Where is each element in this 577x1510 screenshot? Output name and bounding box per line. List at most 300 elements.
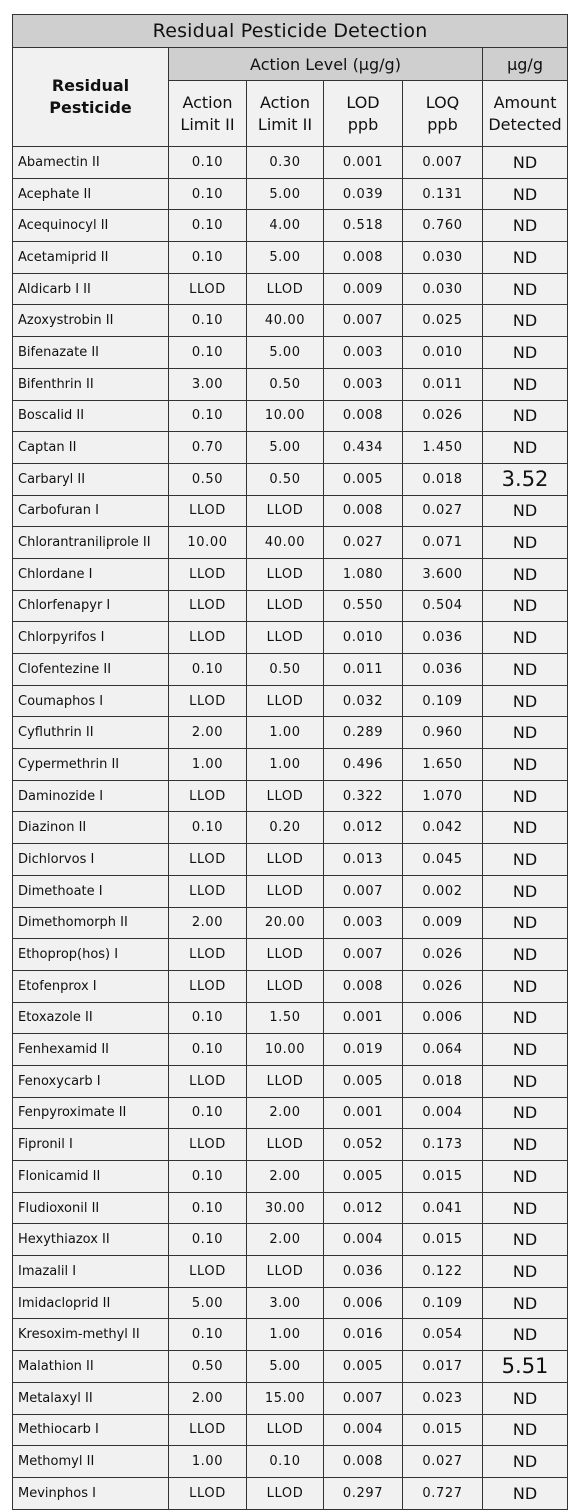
action-limit-2-cell: LLOD bbox=[247, 1129, 324, 1161]
action-limit-2-cell: 0.20 bbox=[247, 812, 324, 844]
action-limit-1-cell: LLOD bbox=[169, 1256, 247, 1288]
amount-detected-cell: ND bbox=[483, 1192, 568, 1224]
action-limit-2-cell: 10.00 bbox=[247, 1034, 324, 1066]
col-header-amount bbox=[483, 81, 568, 147]
pesticide-name-cell: Mevinphos I bbox=[13, 1477, 169, 1509]
action-limit-1-cell: LLOD bbox=[169, 273, 247, 305]
action-limit-2-cell: LLOD bbox=[247, 875, 324, 907]
table-row bbox=[13, 1224, 568, 1256]
pesticide-name-cell: Carbaryl II bbox=[13, 463, 169, 495]
lod-cell: 0.027 bbox=[324, 527, 403, 559]
table-row bbox=[13, 1065, 568, 1097]
action-limit-2-cell: 15.00 bbox=[247, 1382, 324, 1414]
lod-cell: 0.012 bbox=[324, 812, 403, 844]
pesticide-name-cell: Imidacloprid II bbox=[13, 1287, 169, 1319]
lod-cell: 0.003 bbox=[324, 368, 403, 400]
loq-cell: 0.122 bbox=[403, 1256, 483, 1288]
pesticide-name-cell: Hexythiazox II bbox=[13, 1224, 169, 1256]
table-row bbox=[13, 1287, 568, 1319]
loq-cell: 0.036 bbox=[403, 654, 483, 686]
action-limit-2-cell: 2.00 bbox=[247, 1097, 324, 1129]
amount-detected-cell: ND bbox=[483, 210, 568, 242]
action-limit-2-cell: 3.00 bbox=[247, 1287, 324, 1319]
action-limit-2-cell: 4.00 bbox=[247, 210, 324, 242]
lod-cell: 0.011 bbox=[324, 654, 403, 686]
amount-detected-cell: ND bbox=[483, 1414, 568, 1446]
table-row bbox=[13, 337, 568, 369]
pesticide-name-cell: Dichlorvos I bbox=[13, 844, 169, 876]
pesticide-name-cell: Dimethomorph II bbox=[13, 907, 169, 939]
amount-detected-cell: ND bbox=[483, 178, 568, 210]
action-limit-2-cell: LLOD bbox=[247, 1065, 324, 1097]
amount-detected-cell: ND bbox=[483, 1002, 568, 1034]
group-header-units: µg/g bbox=[483, 48, 568, 81]
action-limit-2-cell: 10.00 bbox=[247, 400, 324, 432]
amount-detected-cell: ND bbox=[483, 1477, 568, 1509]
action-limit-1-cell: 2.00 bbox=[169, 907, 247, 939]
pesticide-name-cell: Chlordane I bbox=[13, 558, 169, 590]
lod-cell: 0.289 bbox=[324, 717, 403, 749]
amount-detected-cell: ND bbox=[483, 305, 568, 337]
loq-cell: 0.015 bbox=[403, 1414, 483, 1446]
lod-cell: 0.013 bbox=[324, 844, 403, 876]
pesticide-name-cell: Methomyl II bbox=[13, 1446, 169, 1478]
amount-detected-cell: ND bbox=[483, 527, 568, 559]
pesticide-name-cell: Fludioxonil II bbox=[13, 1192, 169, 1224]
table-row bbox=[13, 1161, 568, 1193]
action-limit-1-cell: LLOD bbox=[169, 1414, 247, 1446]
action-limit-2-cell: 1.00 bbox=[247, 749, 324, 781]
amount-detected-cell: ND bbox=[483, 844, 568, 876]
amount-detected-cell: ND bbox=[483, 1382, 568, 1414]
lod-cell: 0.005 bbox=[324, 1065, 403, 1097]
action-limit-1-cell: 0.10 bbox=[169, 1319, 247, 1351]
pesticide-name-cell: Chlorfenapyr I bbox=[13, 590, 169, 622]
lod-cell: 0.518 bbox=[324, 210, 403, 242]
loq-cell: 0.173 bbox=[403, 1129, 483, 1161]
table-row bbox=[13, 210, 568, 242]
loq-cell: 0.030 bbox=[403, 273, 483, 305]
action-limit-2-cell: 1.00 bbox=[247, 1319, 324, 1351]
loq-cell: 0.131 bbox=[403, 178, 483, 210]
table-row bbox=[13, 432, 568, 464]
loq-cell: 3.600 bbox=[403, 558, 483, 590]
action-limit-2-cell: 20.00 bbox=[247, 907, 324, 939]
amount-detected-cell: ND bbox=[483, 1446, 568, 1478]
amount-detected-cell: ND bbox=[483, 1065, 568, 1097]
pesticide-name-cell: Carbofuran I bbox=[13, 495, 169, 527]
pesticide-name-cell: Captan II bbox=[13, 432, 169, 464]
amount-detected-cell: ND bbox=[483, 1034, 568, 1066]
col-label: Amount Detected bbox=[488, 92, 562, 134]
action-limit-1-cell: LLOD bbox=[169, 875, 247, 907]
lod-cell: 0.004 bbox=[324, 1414, 403, 1446]
table-row bbox=[13, 147, 568, 179]
loq-cell: 0.045 bbox=[403, 844, 483, 876]
loq-cell: 0.015 bbox=[403, 1161, 483, 1193]
loq-cell: 0.042 bbox=[403, 812, 483, 844]
pesticide-name-cell: Clofentezine II bbox=[13, 654, 169, 686]
amount-detected-cell: ND bbox=[483, 1319, 568, 1351]
lod-cell: 0.007 bbox=[324, 939, 403, 971]
lod-cell: 0.005 bbox=[324, 463, 403, 495]
table-row bbox=[13, 1192, 568, 1224]
amount-detected-cell: ND bbox=[483, 717, 568, 749]
pesticide-name-cell: Bifenthrin II bbox=[13, 368, 169, 400]
table-row bbox=[13, 749, 568, 781]
action-limit-1-cell: LLOD bbox=[169, 939, 247, 971]
action-limit-2-cell: 5.00 bbox=[247, 242, 324, 274]
action-limit-2-cell: 1.00 bbox=[247, 717, 324, 749]
loq-cell: 0.109 bbox=[403, 1287, 483, 1319]
action-limit-2-cell: 0.30 bbox=[247, 147, 324, 179]
table-row bbox=[13, 1477, 568, 1509]
action-limit-1-cell: 1.00 bbox=[169, 1446, 247, 1478]
action-limit-1-cell: 0.10 bbox=[169, 1192, 247, 1224]
action-limit-1-cell: LLOD bbox=[169, 844, 247, 876]
pesticide-table bbox=[12, 14, 568, 1510]
amount-detected-cell: ND bbox=[483, 907, 568, 939]
table-row bbox=[13, 685, 568, 717]
amount-detected-cell: ND bbox=[483, 1256, 568, 1288]
action-limit-1-cell: 0.10 bbox=[169, 400, 247, 432]
amount-detected-cell: ND bbox=[483, 590, 568, 622]
lod-cell: 0.010 bbox=[324, 622, 403, 654]
action-limit-2-cell: LLOD bbox=[247, 1477, 324, 1509]
table-row bbox=[13, 178, 568, 210]
table-row bbox=[13, 1002, 568, 1034]
loq-cell: 0.002 bbox=[403, 875, 483, 907]
lod-cell: 0.005 bbox=[324, 1351, 403, 1383]
action-limit-2-cell: LLOD bbox=[247, 780, 324, 812]
table-row bbox=[13, 1034, 568, 1066]
table-row bbox=[13, 1446, 568, 1478]
pesticide-name-cell: Fenhexamid II bbox=[13, 1034, 169, 1066]
loq-cell: 0.010 bbox=[403, 337, 483, 369]
loq-cell: 0.030 bbox=[403, 242, 483, 274]
table-row bbox=[13, 1382, 568, 1414]
table-row bbox=[13, 590, 568, 622]
amount-detected-cell: 3.52 bbox=[483, 463, 568, 495]
action-limit-1-cell: 0.10 bbox=[169, 305, 247, 337]
pesticide-name-cell: Etofenprox I bbox=[13, 970, 169, 1002]
action-limit-1-cell: LLOD bbox=[169, 1477, 247, 1509]
action-limit-1-cell: LLOD bbox=[169, 970, 247, 1002]
amount-detected-cell: ND bbox=[483, 654, 568, 686]
amount-detected-cell: ND bbox=[483, 685, 568, 717]
pesticide-name-cell: Acequinocyl II bbox=[13, 210, 169, 242]
pesticide-name-cell: Acephate II bbox=[13, 178, 169, 210]
amount-detected-cell: ND bbox=[483, 432, 568, 464]
action-limit-1-cell: 5.00 bbox=[169, 1287, 247, 1319]
amount-detected-cell: ND bbox=[483, 1129, 568, 1161]
pesticide-name-cell: Fipronil I bbox=[13, 1129, 169, 1161]
loq-cell: 0.017 bbox=[403, 1351, 483, 1383]
pesticide-name-cell: Bifenazate II bbox=[13, 337, 169, 369]
lod-cell: 0.009 bbox=[324, 273, 403, 305]
action-limit-2-cell: 40.00 bbox=[247, 527, 324, 559]
action-limit-2-cell: LLOD bbox=[247, 939, 324, 971]
lod-cell: 0.007 bbox=[324, 1382, 403, 1414]
pesticide-name-cell: Fenoxycarb I bbox=[13, 1065, 169, 1097]
row-header-pesticide bbox=[13, 48, 169, 147]
action-limit-2-cell: 0.10 bbox=[247, 1446, 324, 1478]
action-limit-1-cell: LLOD bbox=[169, 558, 247, 590]
amount-detected-cell: ND bbox=[483, 1097, 568, 1129]
action-limit-2-cell: 1.50 bbox=[247, 1002, 324, 1034]
action-limit-1-cell: 0.70 bbox=[169, 432, 247, 464]
action-limit-2-cell: 0.50 bbox=[247, 463, 324, 495]
table-row bbox=[13, 273, 568, 305]
col-header-lod bbox=[324, 81, 403, 147]
action-limit-1-cell: 0.10 bbox=[169, 1161, 247, 1193]
table-row bbox=[13, 1129, 568, 1161]
action-limit-2-cell: LLOD bbox=[247, 844, 324, 876]
table-row bbox=[13, 1256, 568, 1288]
pesticide-name-cell: Etoxazole II bbox=[13, 1002, 169, 1034]
lod-cell: 0.006 bbox=[324, 1287, 403, 1319]
pesticide-name-cell: Boscalid II bbox=[13, 400, 169, 432]
loq-cell: 0.015 bbox=[403, 1224, 483, 1256]
table-row bbox=[13, 242, 568, 274]
lod-cell: 0.008 bbox=[324, 242, 403, 274]
action-limit-1-cell: 1.00 bbox=[169, 749, 247, 781]
lod-cell: 0.052 bbox=[324, 1129, 403, 1161]
pesticide-name-cell: Abamectin II bbox=[13, 147, 169, 179]
action-limit-2-cell: LLOD bbox=[247, 495, 324, 527]
col-label: Action Limit II bbox=[257, 92, 313, 134]
lod-cell: 0.008 bbox=[324, 1446, 403, 1478]
lod-cell: 0.008 bbox=[324, 400, 403, 432]
table-row bbox=[13, 717, 568, 749]
action-limit-1-cell: 10.00 bbox=[169, 527, 247, 559]
loq-cell: 0.036 bbox=[403, 622, 483, 654]
action-limit-2-cell: LLOD bbox=[247, 1414, 324, 1446]
action-limit-1-cell: 0.10 bbox=[169, 337, 247, 369]
pesticide-name-cell: Imazalil I bbox=[13, 1256, 169, 1288]
loq-cell: 0.006 bbox=[403, 1002, 483, 1034]
action-limit-2-cell: 0.50 bbox=[247, 654, 324, 686]
action-limit-1-cell: 2.00 bbox=[169, 1382, 247, 1414]
action-limit-1-cell: 0.10 bbox=[169, 1034, 247, 1066]
action-limit-2-cell: LLOD bbox=[247, 1256, 324, 1288]
lod-cell: 0.003 bbox=[324, 907, 403, 939]
amount-detected-cell: ND bbox=[483, 147, 568, 179]
pesticide-name-cell: Coumaphos I bbox=[13, 685, 169, 717]
amount-detected-cell: ND bbox=[483, 337, 568, 369]
pesticide-name-cell: Aldicarb I II bbox=[13, 273, 169, 305]
lod-cell: 0.008 bbox=[324, 495, 403, 527]
action-limit-2-cell: 0.50 bbox=[247, 368, 324, 400]
action-limit-2-cell: LLOD bbox=[247, 685, 324, 717]
lod-cell: 0.001 bbox=[324, 1002, 403, 1034]
pesticide-name-cell: Acetamiprid II bbox=[13, 242, 169, 274]
lod-cell: 1.080 bbox=[324, 558, 403, 590]
loq-cell: 0.004 bbox=[403, 1097, 483, 1129]
action-limit-1-cell: 0.50 bbox=[169, 463, 247, 495]
loq-cell: 0.018 bbox=[403, 1065, 483, 1097]
lod-cell: 0.036 bbox=[324, 1256, 403, 1288]
loq-cell: 0.027 bbox=[403, 495, 483, 527]
loq-cell: 0.504 bbox=[403, 590, 483, 622]
lod-cell: 0.007 bbox=[324, 305, 403, 337]
lod-cell: 0.003 bbox=[324, 337, 403, 369]
table-row bbox=[13, 463, 568, 495]
table-row bbox=[13, 527, 568, 559]
action-limit-1-cell: 0.50 bbox=[169, 1351, 247, 1383]
lod-cell: 0.001 bbox=[324, 1097, 403, 1129]
amount-detected-cell: ND bbox=[483, 1287, 568, 1319]
table-row bbox=[13, 939, 568, 971]
loq-cell: 0.041 bbox=[403, 1192, 483, 1224]
row-header-label: Residual Pesticide bbox=[49, 76, 132, 117]
amount-detected-cell: ND bbox=[483, 368, 568, 400]
action-limit-2-cell: 5.00 bbox=[247, 1351, 324, 1383]
action-limit-1-cell: LLOD bbox=[169, 495, 247, 527]
col-label: LOD ppb bbox=[346, 92, 380, 134]
pesticide-name-cell: Chlorpyrifos I bbox=[13, 622, 169, 654]
loq-cell: 1.650 bbox=[403, 749, 483, 781]
action-limit-1-cell: LLOD bbox=[169, 590, 247, 622]
lod-cell: 0.001 bbox=[324, 147, 403, 179]
lod-cell: 0.016 bbox=[324, 1319, 403, 1351]
table-body bbox=[13, 147, 568, 1510]
action-limit-1-cell: 3.00 bbox=[169, 368, 247, 400]
action-limit-2-cell: LLOD bbox=[247, 558, 324, 590]
action-limit-1-cell: 0.10 bbox=[169, 178, 247, 210]
lod-cell: 0.004 bbox=[324, 1224, 403, 1256]
loq-cell: 0.026 bbox=[403, 400, 483, 432]
action-limit-1-cell: LLOD bbox=[169, 622, 247, 654]
lod-cell: 0.496 bbox=[324, 749, 403, 781]
amount-detected-cell: ND bbox=[483, 495, 568, 527]
loq-cell: 0.007 bbox=[403, 147, 483, 179]
table-row bbox=[13, 495, 568, 527]
table-row bbox=[13, 812, 568, 844]
lod-cell: 0.005 bbox=[324, 1161, 403, 1193]
loq-cell: 0.960 bbox=[403, 717, 483, 749]
table-row bbox=[13, 305, 568, 337]
col-label: LOQ ppb bbox=[425, 92, 460, 134]
action-limit-1-cell: 0.10 bbox=[169, 654, 247, 686]
loq-cell: 0.760 bbox=[403, 210, 483, 242]
action-limit-1-cell: 0.10 bbox=[169, 210, 247, 242]
col-header-loq bbox=[403, 81, 483, 147]
loq-cell: 0.009 bbox=[403, 907, 483, 939]
action-limit-1-cell: 0.10 bbox=[169, 812, 247, 844]
col-header-action-limit-1 bbox=[169, 81, 247, 147]
pesticide-name-cell: Ethoprop(hos) I bbox=[13, 939, 169, 971]
lod-cell: 0.297 bbox=[324, 1477, 403, 1509]
pesticide-name-cell: Kresoxim-methyl II bbox=[13, 1319, 169, 1351]
table-row bbox=[13, 970, 568, 1002]
action-limit-2-cell: 5.00 bbox=[247, 432, 324, 464]
pesticide-name-cell: Azoxystrobin II bbox=[13, 305, 169, 337]
table-row bbox=[13, 558, 568, 590]
pesticide-name-cell: Diazinon II bbox=[13, 812, 169, 844]
pesticide-name-cell: Cypermethrin II bbox=[13, 749, 169, 781]
amount-detected-cell: ND bbox=[483, 970, 568, 1002]
pesticide-name-cell: Daminozide I bbox=[13, 780, 169, 812]
table-row bbox=[13, 1414, 568, 1446]
lod-cell: 0.550 bbox=[324, 590, 403, 622]
action-limit-1-cell: 0.10 bbox=[169, 242, 247, 274]
action-limit-2-cell: LLOD bbox=[247, 590, 324, 622]
action-limit-2-cell: 5.00 bbox=[247, 178, 324, 210]
loq-cell: 1.450 bbox=[403, 432, 483, 464]
table-title: Residual Pesticide Detection bbox=[13, 15, 568, 48]
table-row bbox=[13, 1097, 568, 1129]
table-row bbox=[13, 875, 568, 907]
loq-cell: 0.109 bbox=[403, 685, 483, 717]
loq-cell: 0.026 bbox=[403, 939, 483, 971]
action-limit-2-cell: 40.00 bbox=[247, 305, 324, 337]
amount-detected-cell: ND bbox=[483, 939, 568, 971]
action-limit-1-cell: LLOD bbox=[169, 1065, 247, 1097]
action-limit-1-cell: 0.10 bbox=[169, 147, 247, 179]
loq-cell: 0.023 bbox=[403, 1382, 483, 1414]
action-limit-1-cell: 2.00 bbox=[169, 717, 247, 749]
lod-cell: 0.019 bbox=[324, 1034, 403, 1066]
action-limit-2-cell: 2.00 bbox=[247, 1161, 324, 1193]
amount-detected-cell: ND bbox=[483, 622, 568, 654]
table-row bbox=[13, 1319, 568, 1351]
loq-cell: 0.018 bbox=[403, 463, 483, 495]
action-limit-2-cell: 30.00 bbox=[247, 1192, 324, 1224]
lod-cell: 0.039 bbox=[324, 178, 403, 210]
col-header-action-limit-2 bbox=[247, 81, 324, 147]
pesticide-report bbox=[12, 14, 567, 1510]
table-row bbox=[13, 780, 568, 812]
action-limit-2-cell: LLOD bbox=[247, 970, 324, 1002]
loq-cell: 0.011 bbox=[403, 368, 483, 400]
pesticide-name-cell: Malathion II bbox=[13, 1351, 169, 1383]
table-row bbox=[13, 654, 568, 686]
pesticide-name-cell: Methiocarb I bbox=[13, 1414, 169, 1446]
lod-cell: 0.008 bbox=[324, 970, 403, 1002]
table-row bbox=[13, 368, 568, 400]
action-limit-2-cell: 5.00 bbox=[247, 337, 324, 369]
pesticide-name-cell: Dimethoate I bbox=[13, 875, 169, 907]
action-limit-2-cell: LLOD bbox=[247, 273, 324, 305]
loq-cell: 0.026 bbox=[403, 970, 483, 1002]
lod-cell: 0.434 bbox=[324, 432, 403, 464]
loq-cell: 0.027 bbox=[403, 1446, 483, 1478]
table-row bbox=[13, 622, 568, 654]
loq-cell: 0.025 bbox=[403, 305, 483, 337]
amount-detected-cell: 5.51 bbox=[483, 1351, 568, 1383]
action-limit-1-cell: 0.10 bbox=[169, 1097, 247, 1129]
pesticide-name-cell: Flonicamid II bbox=[13, 1161, 169, 1193]
group-header-action-level: Action Level (µg/g) bbox=[169, 48, 483, 81]
amount-detected-cell: ND bbox=[483, 875, 568, 907]
amount-detected-cell: ND bbox=[483, 242, 568, 274]
table-row bbox=[13, 1351, 568, 1383]
action-limit-1-cell: LLOD bbox=[169, 1129, 247, 1161]
lod-cell: 0.032 bbox=[324, 685, 403, 717]
loq-cell: 0.064 bbox=[403, 1034, 483, 1066]
table-row bbox=[13, 907, 568, 939]
col-label: Action Limit II bbox=[180, 92, 235, 134]
action-limit-2-cell: LLOD bbox=[247, 622, 324, 654]
amount-detected-cell: ND bbox=[483, 400, 568, 432]
amount-detected-cell: ND bbox=[483, 749, 568, 781]
action-limit-1-cell: 0.10 bbox=[169, 1002, 247, 1034]
action-limit-1-cell: 0.10 bbox=[169, 1224, 247, 1256]
amount-detected-cell: ND bbox=[483, 780, 568, 812]
action-limit-1-cell: LLOD bbox=[169, 685, 247, 717]
loq-cell: 1.070 bbox=[403, 780, 483, 812]
